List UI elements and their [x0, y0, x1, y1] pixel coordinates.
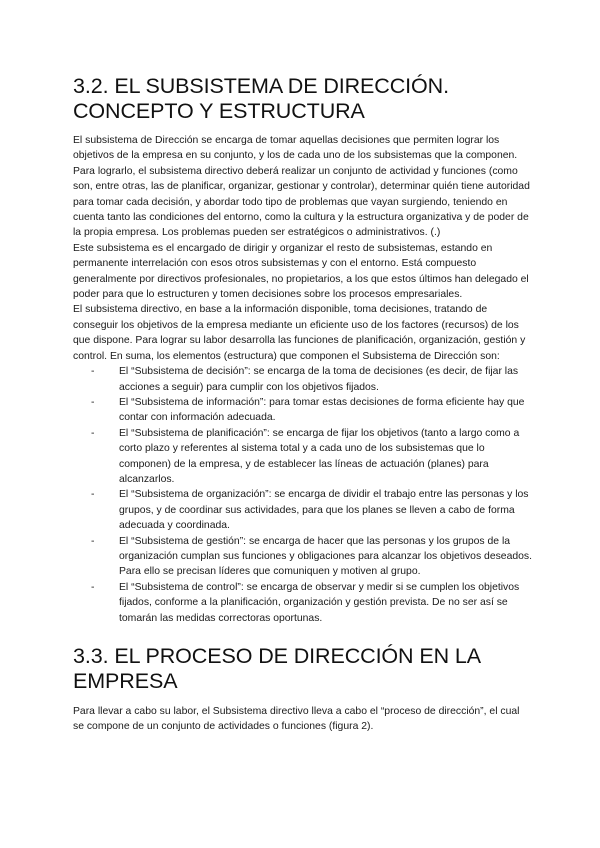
list-item-text: El “Subsistema de control”: se encarga de observar y medir si se cumplen los objetivos fijados, conforme a la planificación, organización y gestión prevista. De no ser así se tomarán las medidas correctoras oportunas.: [119, 581, 520, 624]
list-item-text: El “Subsistema de decisión”: se encarga de la toma de decisiones (es decir, de fijar las acciones a seguir) para cumplir con los objetivos fijados.: [119, 366, 519, 393]
list-item-information: [73, 395, 533, 426]
subsystems-list: [73, 364, 533, 626]
paragraph-role: Este subsistema es el encargado de dirigir y organizar el resto de subsistemas, estando en permanente interrelación con esos otros subsistemas y con el entorno. Está compuesto generalmente por directivos profesionales, no propietarios, a los que estos últimos han delegado el poder para que lo estructuren y tomen decisiones sobre los procesos empresariales.: [73, 242, 529, 301]
list-item-text: El “Subsistema de planificación”: se encarga de fijar los objetivos (tanto a largo como a corto plazo y referentes al sistema total y a cada uno de los subsistemas que lo componen) de la empresa, y de establecer las líneas de actuación (planes) para alcanzarlos.: [119, 427, 520, 485]
list-item-management: [73, 534, 533, 580]
bullet-dash: -: [91, 581, 95, 593]
bullet-dash: -: [91, 489, 95, 501]
list-item-decision: [73, 364, 533, 395]
list-item-text: El “Subsistema de gestión”: se encarga de hacer que las personas y los grupos de la organización cumplan sus funciones y obligaciones para alcanzar los objetivos deseados. Para ello se precisan líderes que comuniquen y motiven al grupo.: [119, 535, 532, 578]
paragraph-elements: El subsistema directivo, en base a la información disponible, toma decisiones, tratando de conseguir los objetivos de la empresa mediante un eficiente uso de los factores (recursos) de los que dispone. Para lograr su labor desarrolla las funciones de planificación, organización, gestión y control. En suma, los elementos (estructura) que componen el Subsistema de Dirección son:: [73, 304, 526, 362]
bullet-dash: -: [91, 427, 95, 439]
paragraph-definition: El subsistema de Dirección se encarga de tomar aquellas decisiones que permiten lograr los objetivos de la empresa en su conjunto, y los de cada uno de los subsistemas que la componen. Para lograrlo, el subsistema directivo deberá realizar un conjunto de actividad y funciones (como son, entre otras, las de planificar, organizar, gestionar y controlar), determinar quién tiene autoridad para tomar cada decisión, y abordar todo tipo de problemas que vayan surgiendo, teniendo en cuenta tanto las condiciones del entorno, como la cultura y la estructura organizativa y de poder de la propia empresa. Los problemas pueden ser estratégicos o administrativos. (.): [73, 135, 530, 239]
list-item-planning: [73, 426, 533, 488]
bullet-dash: -: [91, 535, 95, 547]
section-heading-3-2: 3.2. EL SUBSISTEMA DE DIRECCIÓN. CONCEPTO Y ESTRUCTURA: [73, 74, 449, 123]
list-item-organization: [73, 487, 533, 533]
section-heading-3-3: 3.3. EL PROCESO DE DIRECCIÓN EN LA EMPRESA: [73, 644, 480, 693]
list-item-control: [73, 580, 533, 626]
document-page: [73, 74, 533, 735]
bullet-dash: -: [91, 366, 95, 378]
bullet-dash: -: [91, 396, 95, 408]
list-item-text: El “Subsistema de organización”: se encarga de dividir el trabajo entre las personas y los grupos, y de coordinar sus actividades, para que los planes se lleven a cabo de forma adecuada y coordinada.: [119, 489, 529, 532]
list-item-text: El “Subsistema de información”: para tomar estas decisiones de forma eficiente hay que contar con información adecuada.: [119, 396, 525, 424]
paragraph-process: Para llevar a cabo su labor, el Subsistema directivo lleva a cabo el “proceso de dirección”, el cual se compone de un conjunto de actividades o funciones (figura 2).: [73, 706, 520, 733]
